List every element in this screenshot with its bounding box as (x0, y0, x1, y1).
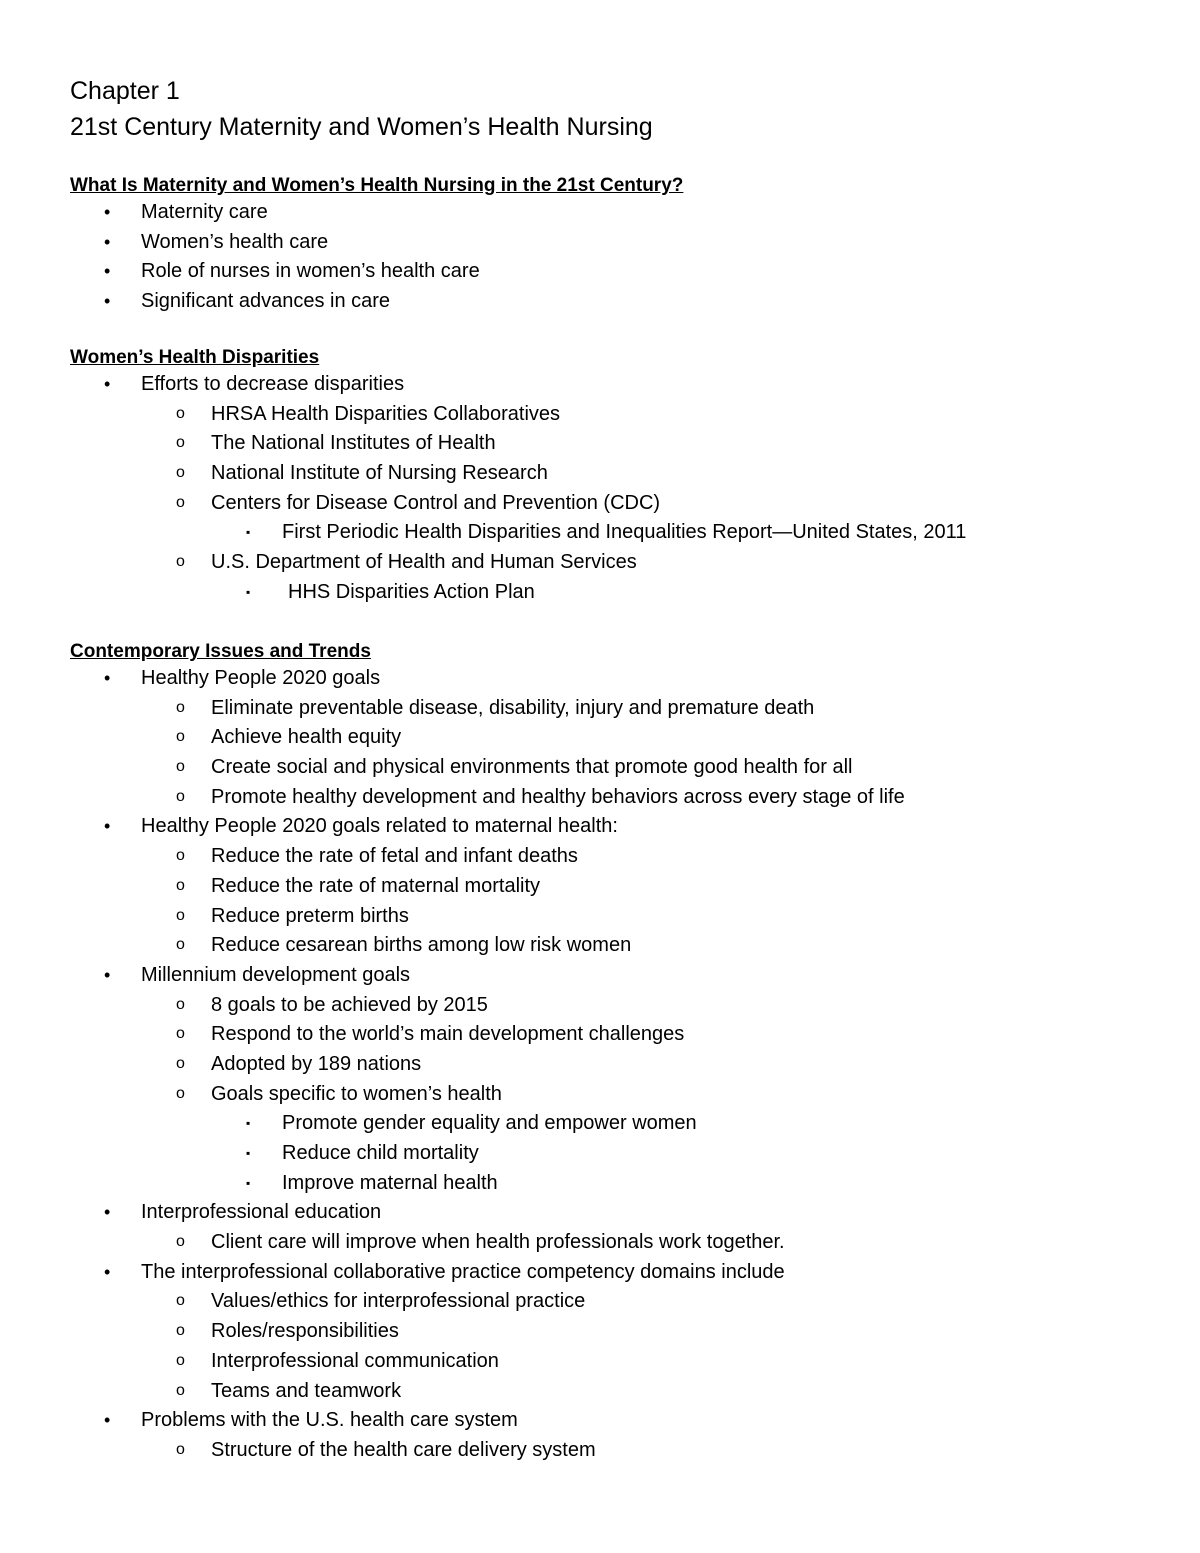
list-item-text: Improve maternal health (282, 1171, 498, 1194)
list-item-text: The National Institutes of Health (211, 432, 496, 455)
circle-marker: o (176, 906, 185, 924)
square-marker: ▪ (246, 1116, 251, 1131)
circle-marker: o (176, 1292, 185, 1310)
list-item (0, 723, 1200, 753)
list-item (0, 198, 1200, 228)
circle-marker: o (176, 434, 185, 452)
list-item-text: Create social and physical environments that promote good health for all (211, 756, 853, 779)
section-maternity-nursing (0, 174, 1200, 317)
list-item (0, 1080, 1200, 1110)
bullet-list (0, 198, 1200, 317)
list-item-text: Eliminate preventable disease, disability, injury and premature death (211, 696, 815, 719)
list-item (0, 1198, 1200, 1228)
list-item-text: Role of nurses in women’s health care (141, 260, 480, 283)
list-item-text: First Periodic Health Disparities and Inequalities Report—United States, 2011 (282, 521, 967, 544)
circle-marker: o (176, 876, 185, 894)
list-item (0, 1406, 1200, 1436)
circle-marker: o (176, 464, 185, 482)
section-heading: Contemporary Issues and Trends (70, 641, 371, 662)
list-item-text: Achieve health equity (211, 726, 402, 749)
list-item-text: Reduce cesarean births among low risk women (211, 934, 632, 957)
list-item (0, 1317, 1200, 1347)
bullet-marker: • (104, 668, 111, 688)
list-item-text: HRSA Health Disparities Collaboratives (211, 402, 561, 425)
bullet-marker: • (104, 964, 111, 985)
bullet-marker: • (104, 1410, 111, 1431)
list-item-text: Adopted by 189 nations (211, 1052, 422, 1075)
list-item-text: Reduce the rate of fetal and infant deaths (211, 845, 578, 868)
circle-marker: o (176, 1322, 185, 1340)
list-item (0, 370, 1200, 400)
list-item (0, 991, 1200, 1021)
list-item (0, 400, 1200, 430)
chapter-label: Chapter 1 (70, 77, 180, 105)
section-health-disparities (0, 346, 1200, 608)
section-contemporary-issues (0, 640, 1200, 1466)
circle-marker: o (176, 787, 185, 805)
list-item (0, 548, 1200, 578)
circle-marker: o (176, 1233, 185, 1251)
bullet-marker: • (104, 1261, 111, 1282)
list-item-text: Maternity care (141, 201, 268, 223)
list-item-text: Client care will improve when health professionals work together. (211, 1231, 785, 1254)
square-marker: ▪ (246, 584, 251, 599)
list-item-text: Centers for Disease Control and Prevention (CDC) (211, 491, 661, 514)
list-item-text: Teams and teamwork (211, 1379, 402, 1402)
list-item (0, 1347, 1200, 1377)
circle-marker: o (176, 1084, 185, 1102)
list-item (0, 1436, 1200, 1466)
list-item-text: Roles/responsibilities (211, 1320, 399, 1343)
list-item (0, 694, 1200, 724)
circle-marker: o (176, 995, 185, 1013)
list-item-text: Reduce the rate of maternal mortality (211, 874, 541, 897)
list-item-text: Interprofessional communication (211, 1349, 499, 1372)
list-item-text: Significant advances in care (141, 290, 391, 313)
list-item-text: Millennium development goals (141, 963, 411, 986)
circle-marker: o (176, 936, 185, 954)
list-item (0, 902, 1200, 932)
circle-marker: o (176, 698, 185, 716)
list-item (0, 257, 1200, 287)
circle-marker: o (176, 1351, 185, 1369)
bullet-marker: • (104, 1202, 111, 1223)
bullet-marker: • (104, 374, 111, 394)
circle-marker: o (176, 404, 185, 422)
list-item-text: U.S. Department of Health and Human Services (211, 551, 637, 574)
list-item-text: Reduce child mortality (282, 1142, 479, 1164)
square-marker: ▪ (246, 525, 251, 540)
list-item (0, 489, 1200, 519)
list-item-text: Respond to the world’s main development challenges (211, 1023, 685, 1046)
list-item (0, 1169, 1200, 1199)
list-item-text: Reduce preterm births (211, 904, 409, 927)
circle-marker: o (176, 1440, 185, 1458)
list-item (0, 1050, 1200, 1080)
bullet-list (0, 370, 1200, 608)
bullet-marker: • (104, 816, 111, 837)
list-item (0, 664, 1200, 694)
list-item (0, 578, 1200, 608)
list-item-text: Women’s health care (141, 230, 329, 253)
circle-marker: o (176, 1054, 185, 1072)
list-item-text: National Institute of Nursing Research (211, 462, 548, 485)
list-item (0, 1020, 1200, 1050)
list-item (0, 812, 1200, 842)
list-item (0, 753, 1200, 783)
list-item (0, 842, 1200, 872)
circle-marker: o (176, 553, 185, 571)
square-marker: ▪ (246, 1146, 251, 1160)
list-item-text: Structure of the health care delivery system (211, 1438, 596, 1461)
list-item-text: Efforts to decrease disparities (141, 373, 405, 395)
list-item (0, 961, 1200, 991)
list-item (0, 1228, 1200, 1258)
list-item-text: Promote healthy development and healthy behaviors across every stage of life (211, 785, 905, 808)
list-item (0, 429, 1200, 459)
list-item-text: 8 goals to be achieved by 2015 (211, 993, 488, 1016)
list-item (0, 287, 1200, 317)
list-item-text: Healthy People 2020 goals (141, 667, 381, 689)
bullet-marker: • (104, 202, 111, 222)
section-heading: Women’s Health Disparities (70, 347, 320, 368)
list-item (0, 1377, 1200, 1407)
circle-marker: o (176, 847, 185, 865)
circle-marker: o (176, 728, 185, 746)
list-item-text: Problems with the U.S. health care system (141, 1409, 518, 1432)
list-item-text: Interprofessional education (141, 1201, 382, 1224)
list-item (0, 783, 1200, 813)
chapter-title: 21st Century Maternity and Women’s Health Nursing (70, 113, 653, 141)
list-item (0, 1109, 1200, 1139)
list-item (0, 1139, 1200, 1169)
list-item (0, 1258, 1200, 1288)
bullet-list (0, 664, 1200, 1466)
list-item-text: Healthy People 2020 goals related to maternal health: (141, 815, 618, 838)
circle-marker: o (176, 758, 185, 776)
list-item-text: Values/ethics for interprofessional practice (211, 1290, 586, 1313)
list-item-text: Promote gender equality and empower women (282, 1112, 697, 1135)
list-item (0, 872, 1200, 902)
section-heading: What Is Maternity and Women’s Health Nursing in the 21st Century? (70, 175, 684, 196)
list-item-text: Goals specific to women’s health (211, 1082, 502, 1105)
bullet-marker: • (104, 231, 111, 252)
list-item (0, 459, 1200, 489)
circle-marker: o (176, 1025, 185, 1043)
square-marker: ▪ (246, 1175, 251, 1190)
list-item (0, 228, 1200, 258)
bullet-marker: • (104, 291, 111, 312)
list-item-text: HHS Disparities Action Plan (288, 580, 535, 603)
list-item (0, 931, 1200, 961)
list-item (0, 518, 1200, 548)
list-item-text: The interprofessional collaborative practice competency domains include (141, 1260, 785, 1283)
bullet-marker: • (104, 261, 111, 282)
circle-marker: o (176, 1381, 185, 1399)
circle-marker: o (176, 493, 185, 511)
list-item (0, 1287, 1200, 1317)
